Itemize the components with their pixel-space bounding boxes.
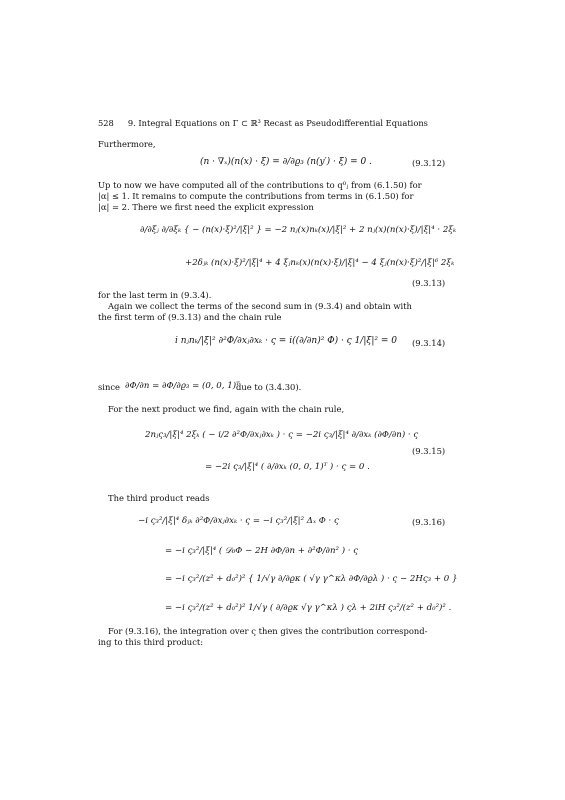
paragraph-again-line-1: Again we collect the terms of the second sum in (9.3.4) and obtain with [108,301,412,311]
paragraph-last-term: for the last term in (9.3.4). [98,290,212,300]
equation-9-3-13-line-1: ∂/∂ξⱼ ∂/∂ξₖ { − (n(x)·ξ)²/|ξ|² } = −2 nⱼ(x)nₖ(x)/|ξ|² + 2 nⱼ(x)(n(x)·ξ)/|ξ|⁴ · 2ξₖ [140,225,457,235]
equation-9-3-16-line-2: = −i ς₃²/|ξ|⁴ ( 𝒟₀Φ − 2H ∂Φ/∂n + ∂²Φ/∂n² ) · ς [165,546,359,556]
paragraph-integration-line-1: For (9.3.16), the integration over ς then gives the contribution correspond- [108,626,428,636]
equation-9-3-16-line-4: = −i ς₃²/(z² + d₀²)² 1/√γ ( ∂/∂ϱκ √γ γ^κλ ) ςλ + 2iH ς₃²/(z² + d₀²)² . [165,603,452,613]
since-label: since [98,382,121,392]
equation-9-3-14: i nⱼnₖ/|ξ|² ∂²Φ/∂xⱼ∂xₖ · ς = i((∂/∂n)² Φ) · ς 1/|ξ|² = 0 [175,336,397,346]
since-expression: ∂Φ/∂n = ∂Φ/∂ϱ₃ = (0, 0, 1)ᵀ [125,381,240,391]
equation-9-3-16-line-1: −i ς₃²/|ξ|⁴ δⱼₖ ∂²Φ/∂xⱼ∂xₖ · ς = −i ς₃²/|ξ|² Δₓ Φ · ς [138,516,339,526]
running-header [98,118,470,128]
page-number: 528 [98,118,114,128]
paragraph-integration-line-2: ing to this third product: [98,637,204,647]
equation-number-9-3-14: (9.3.14) [412,338,446,348]
equation-number-9-3-12: (9.3.12) [412,158,446,168]
since-reference: due to (3.4.30). [236,382,302,392]
paragraph-contributions-line-3: |α| = 2. There we first need the explicit expression [98,202,314,212]
equation-9-3-15-line-1: 2nⱼς₃/|ξ|⁴ 2ξₖ ( − i/2 ∂²Φ/∂xⱼ∂xₖ ) · ς = −2i ς₃/|ξ|⁴ ∂/∂xₖ (∂Φ/∂n) · ς [145,430,419,440]
paragraph-third-product: The third product reads [108,493,210,503]
equation-number-9-3-16: (9.3.16) [412,517,446,527]
equation-number-9-3-13: (9.3.13) [412,278,446,288]
equation-9-3-15-line-2: = −2i ς₃/|ξ|⁴ ( ∂/∂xₖ (0, 0, 1)ᵀ ) · ς = 0 . [205,462,370,472]
paragraph-contributions-line-2: |α| ≤ 1. It remains to compute the contributions from terms in (6.1.50) for [98,191,414,201]
paragraph-again-line-2: the first term of (9.3.13) and the chain rule [98,312,282,322]
paragraph-next-product: For the next product we find, again with the chain rule, [108,404,345,414]
running-title: 9. Integral Equations on Γ ⊂ ℝ³ Recast as Pseudodifferential Equations [127,118,428,128]
equation-9-3-12: (n · ∇ₓ)(n(x) · ξ) = ∂/∂ϱ₃ (n(y′) · ξ) = 0 . [200,157,372,167]
paragraph-furthermore: Furthermore, [98,139,156,149]
equation-9-3-16-line-3: = −i ς₃²/(z² + d₀²)² { 1/√γ ∂/∂ϱκ ( √γ γ^κλ ∂Φ/∂ϱλ ) · ς − 2Hς₃ + 0 } [165,574,458,584]
equation-9-3-13-line-2: +2δⱼₖ (n(x)·ξ)²/|ξ|⁴ + 4 ξⱼnₖ(x)(n(x)·ξ)/|ξ|⁴ − 4 ξⱼ(n(x)·ξ)²/|ξ|⁶ 2ξₖ [185,258,455,268]
paragraph-contributions-line-1: Up to now we have computed all of the contributions to q⁰ⱼ from (6.1.50) for [98,180,422,190]
equation-number-9-3-15: (9.3.15) [412,446,446,456]
